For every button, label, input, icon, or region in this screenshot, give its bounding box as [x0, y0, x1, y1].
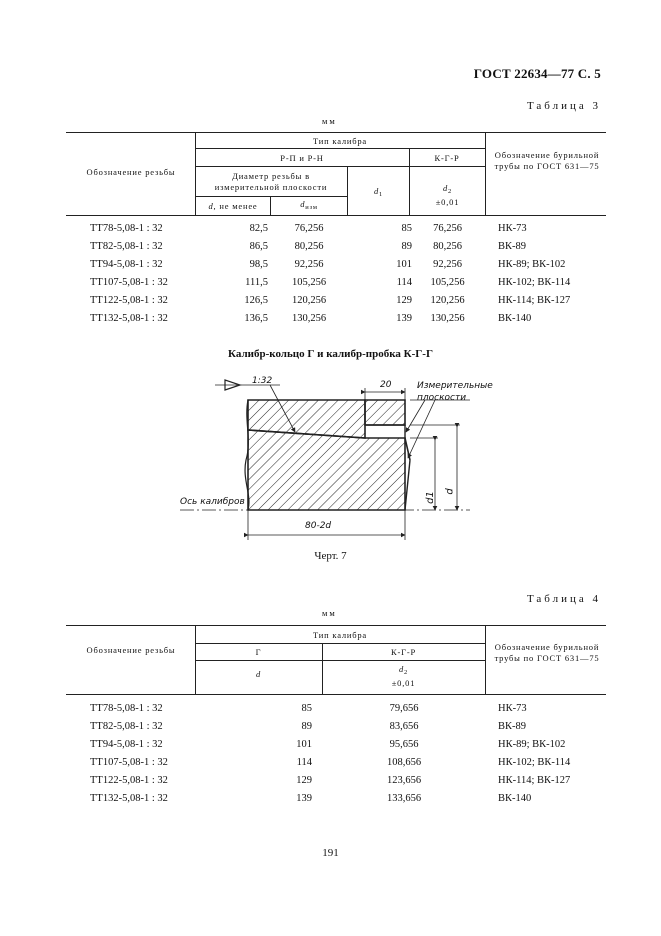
page-number: 191	[322, 847, 339, 859]
table-cell: 92,256	[294, 259, 324, 270]
table-cell: ТТ78-5,08-1 : 32	[90, 703, 163, 714]
table-cell: ТТ82-5,08-1 : 32	[90, 241, 163, 252]
table-cell: 105,256	[430, 277, 465, 288]
table-cell: ТТ132-5,08-1 : 32	[90, 793, 168, 804]
table-cell: 80,256	[433, 241, 462, 252]
table-row	[66, 313, 606, 330]
table-cell: 139	[296, 793, 312, 804]
table-cell: 101	[396, 259, 412, 270]
col-pipe-header: Обозначение бурильной трубы по ГОСТ 631—75	[494, 642, 600, 663]
table-row	[66, 775, 606, 792]
table-cell: 123,656	[386, 775, 422, 786]
table-cell: ТТ122-5,08-1 : 32	[90, 775, 168, 786]
d1-label: d1	[424, 491, 436, 504]
table-cell: 126,5	[244, 295, 268, 306]
table-row	[66, 739, 606, 756]
table-cell: 89	[401, 241, 412, 252]
table3-units: мм	[322, 116, 337, 126]
table-cell: 114	[296, 757, 312, 768]
table-cell: ТТ107-5,08-1 : 32	[90, 277, 168, 288]
table-cell: 129	[296, 775, 312, 786]
table-cell: ТТ94-5,08-1 : 32	[90, 259, 163, 270]
table-cell: 92,256	[433, 259, 462, 270]
table-cell: 114	[396, 277, 412, 288]
col-thread-header: Обозначение резьбы	[86, 645, 176, 655]
col-d2-header: $d_2$ ±0,01	[391, 664, 416, 688]
table-row	[66, 703, 606, 720]
table4-label: Таблица 4	[526, 593, 601, 605]
table-cell: 136,5	[244, 313, 268, 324]
table-cell: ВК-140	[498, 793, 532, 804]
table-cell: ТТ122-5,08-1 : 32	[90, 295, 168, 306]
table-cell: 130,256	[430, 313, 465, 324]
document-header: ГОСТ 22634—77 С. 5	[473, 66, 601, 81]
table-cell: ВК-140	[498, 313, 532, 324]
table-cell: 105,256	[291, 277, 327, 288]
col-type-header: Тип калибра	[313, 136, 367, 146]
table-cell: 101	[296, 739, 312, 750]
table-row	[66, 757, 606, 774]
table-row	[66, 277, 606, 294]
table-cell: НК-73	[498, 703, 527, 714]
table-cell: НК-114; ВК-127	[498, 295, 571, 306]
table-cell: НК-89; ВК-102	[498, 739, 566, 750]
table-row	[66, 259, 606, 276]
table-row	[66, 223, 606, 240]
dim-20-label: 20	[380, 380, 392, 390]
col-kgr-header: К-Г-Р	[391, 647, 416, 657]
table-cell: 86,5	[249, 241, 268, 252]
col-dizm-header: $d_{изм}$	[300, 199, 318, 211]
figure-title: Калибр-кольцо Г и калибр-пробка К-Г-Г	[228, 348, 433, 360]
col-d-min-header: d, не менее	[208, 201, 258, 211]
table-row	[66, 295, 606, 312]
table-cell: 111,5	[245, 277, 268, 288]
table-cell: 108,656	[386, 757, 422, 768]
d-label: d	[444, 488, 456, 495]
col-d1-header: $d_1$	[373, 186, 384, 198]
col-g-header: Г	[255, 647, 262, 657]
table-row	[66, 793, 606, 810]
table-cell: НК-114; ВК-127	[498, 775, 571, 786]
figure-caption: Черт. 7	[314, 550, 347, 562]
table-cell: 80,256	[294, 241, 324, 252]
table-cell: ТТ82-5,08-1 : 32	[90, 721, 163, 732]
table-cell: 139	[396, 313, 412, 324]
col-type-header: Тип калибра	[313, 630, 367, 640]
table-cell: 82,5	[249, 223, 268, 234]
table-cell: 129	[396, 295, 412, 306]
table-cell: 79,656	[389, 703, 419, 714]
table-cell: 95,656	[389, 739, 419, 750]
table-cell: ТТ78-5,08-1 : 32	[90, 223, 163, 234]
table-cell: ВК-89	[498, 241, 527, 252]
table-cell: НК-102; ВК-114	[498, 757, 571, 768]
table-cell: 85	[401, 223, 412, 234]
dim-80-label: 80-2d	[305, 521, 332, 531]
col-diameter-header: Диаметр резьбы в измерительной плоскости	[214, 171, 328, 192]
col-pipe-header: Обозначение бурильной трубы по ГОСТ 631—75	[494, 150, 600, 171]
axis-label: Ось калибров	[180, 497, 245, 507]
table-cell: 98,5	[249, 259, 268, 270]
table-cell: ТТ132-5,08-1 : 32	[90, 313, 168, 324]
col-thread-header: Обозначение резьбы	[86, 167, 176, 177]
table-cell: 85	[301, 703, 312, 714]
table-cell: 130,256	[291, 313, 327, 324]
col-kgr-header: К-Г-Р	[434, 153, 460, 163]
table-cell: 83,656	[389, 721, 419, 732]
table-cell: ТТ94-5,08-1 : 32	[90, 739, 163, 750]
table-cell: 120,256	[291, 295, 327, 306]
table-cell: ВК-89	[498, 721, 527, 732]
table-cell: НК-89; ВК-102	[498, 259, 566, 270]
table3-label: Таблица 3	[526, 100, 601, 112]
table-cell: 120,256	[430, 295, 465, 306]
measuring-planes-label: Измерительные плоскости	[417, 381, 493, 403]
table-cell: НК-73	[498, 223, 527, 234]
table-cell: 133,656	[386, 793, 422, 804]
table-cell: 76,256	[433, 223, 462, 234]
table-cell: ТТ107-5,08-1 : 32	[90, 757, 168, 768]
col-d2-header: $d_2$ ±0,01	[435, 183, 460, 207]
taper-label: 1:32	[252, 376, 273, 386]
col-rp-header: Р-П и Р-Н	[280, 153, 324, 163]
table-cell: 89	[301, 721, 312, 732]
col-d-header: d	[255, 669, 262, 679]
table4-units: мм	[322, 608, 337, 618]
table-row	[66, 721, 606, 738]
table-cell: 76,256	[294, 223, 324, 234]
table-row	[66, 241, 606, 258]
table-cell: НК-102; ВК-114	[498, 277, 571, 288]
